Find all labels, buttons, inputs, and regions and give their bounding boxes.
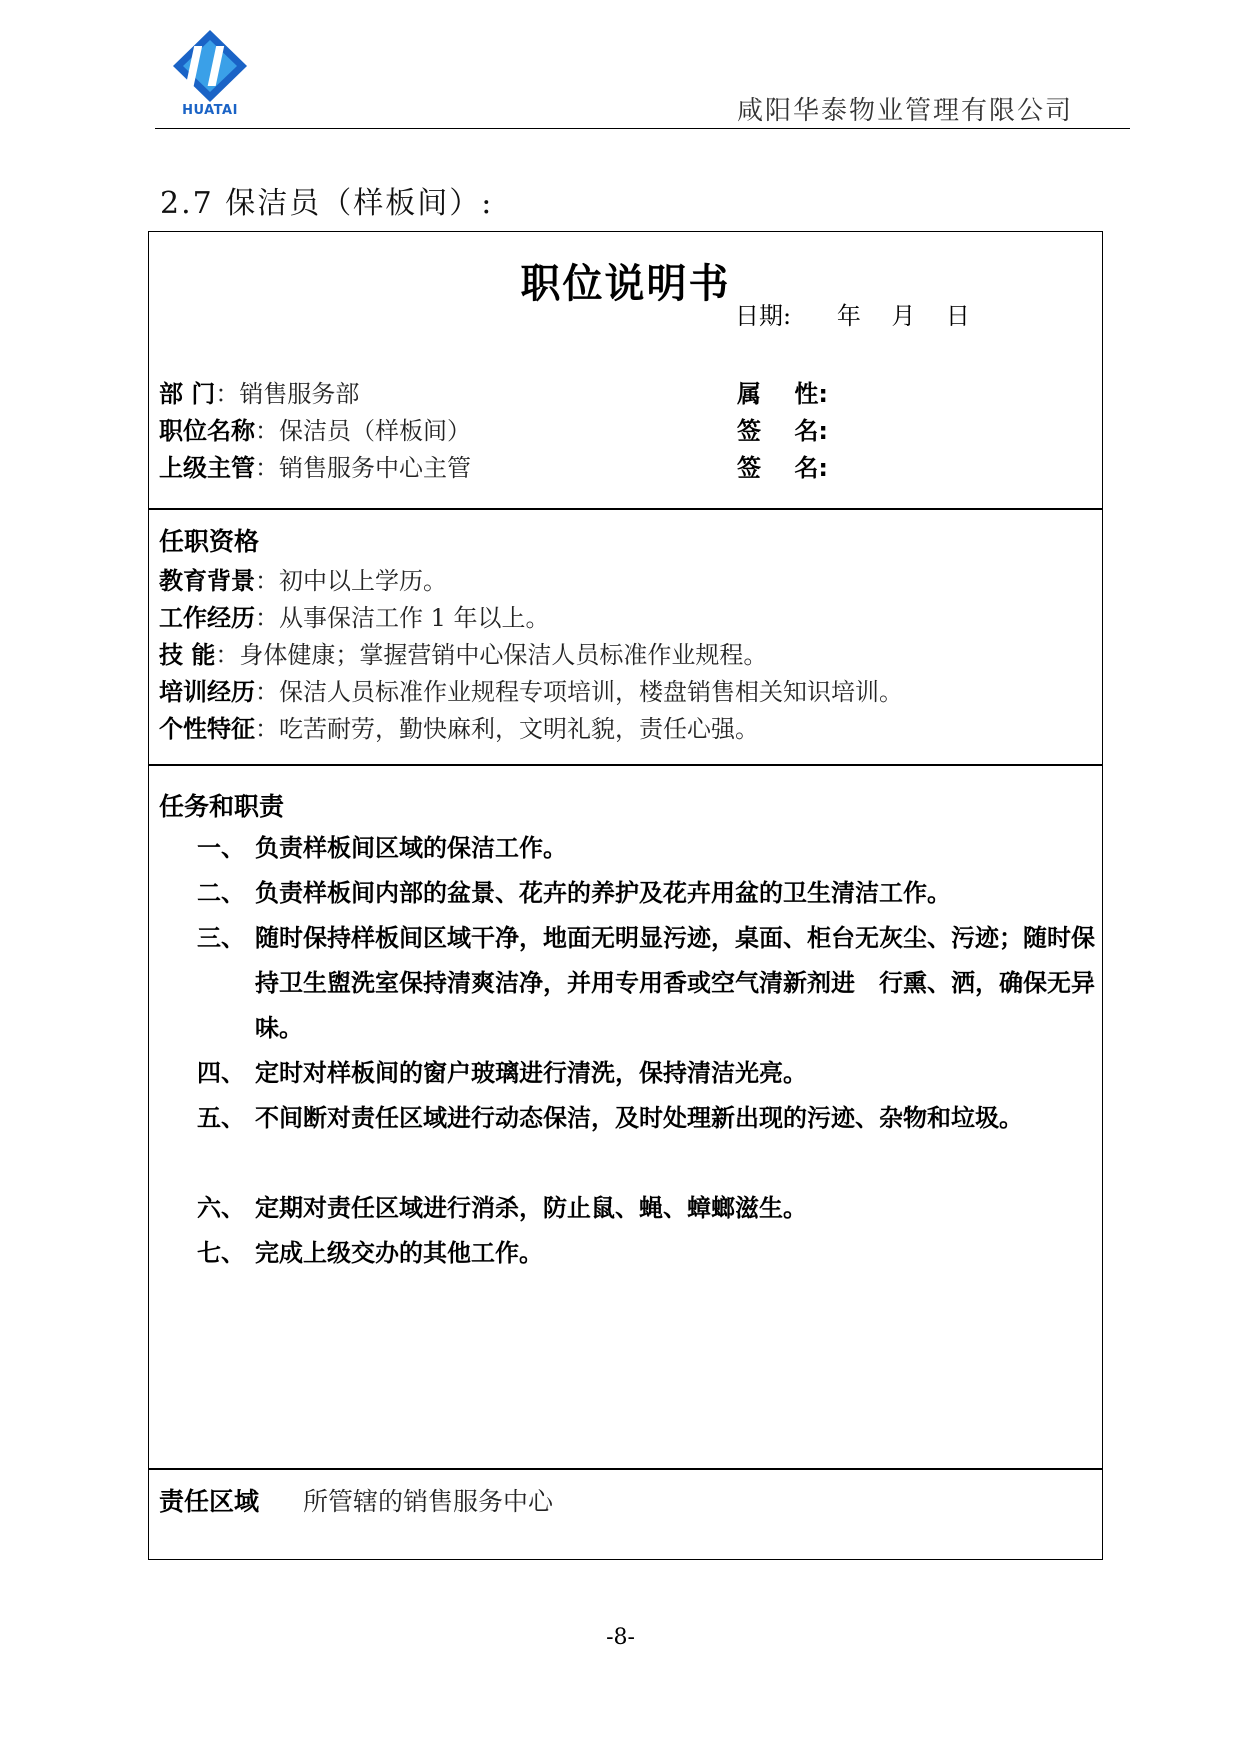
prop-signature-1: 签 名: bbox=[737, 417, 829, 445]
divider bbox=[149, 1468, 1102, 1470]
qualification-row bbox=[159, 709, 759, 744]
field-position bbox=[159, 411, 471, 446]
logo-text: HUATAI bbox=[182, 103, 238, 118]
task-text: 定时对样板间的窗户玻璃进行清洗，保持清洁光亮。 bbox=[255, 1059, 807, 1087]
section-heading: 2.7 保洁员（样板间）: bbox=[160, 186, 494, 221]
qualification-row bbox=[159, 635, 767, 670]
divider bbox=[149, 764, 1102, 766]
task-item bbox=[197, 1231, 1097, 1276]
task-text: 完成上级交办的其他工作。 bbox=[255, 1239, 543, 1267]
qualification-row bbox=[159, 672, 903, 707]
field-supervisor bbox=[159, 448, 471, 483]
qualification-value: ：保洁人员标准作业规程专项培训，楼盘销售相关知识培训。 bbox=[255, 678, 903, 706]
field-value: ：销售服务部 bbox=[215, 380, 360, 408]
prop-attribute: 属 性: bbox=[737, 380, 829, 408]
responsibility-area bbox=[159, 1482, 553, 1518]
task-number: 四、 bbox=[197, 1059, 245, 1087]
task-text: 随时保持样板间区域干净，地面无明显污迹，桌面、柜台无灰尘、污迹；随时保持卫生盥洗室保持清爽洁净，并用专用香或空气清新剂进 行熏、洒，确保无异味。 bbox=[255, 924, 1095, 1042]
field-label: 职位名称 bbox=[159, 417, 255, 445]
page-number: -8- bbox=[606, 1625, 635, 1650]
task-number: 三、 bbox=[197, 924, 245, 952]
company-logo bbox=[165, 28, 255, 120]
qualification-value: ：从事保洁工作 1 年以上。 bbox=[255, 604, 550, 632]
task-item bbox=[197, 871, 1097, 916]
date-line: 日期: 年 月 日 bbox=[735, 302, 970, 330]
task-text: 不间断对责任区域进行动态保洁，及时处理新出现的污迹、杂物和垃圾。 bbox=[255, 1104, 1023, 1132]
task-number: 七、 bbox=[197, 1239, 245, 1267]
qualifications-title: 任职资格 bbox=[159, 527, 260, 556]
qualification-row bbox=[159, 561, 447, 596]
area-value: 所管辖的销售服务中心 bbox=[303, 1487, 554, 1516]
field-value: ：销售服务中心主管 bbox=[255, 454, 471, 482]
task-number: 五、 bbox=[197, 1104, 245, 1132]
field-department bbox=[159, 374, 359, 409]
qualification-value: ：初中以上学历。 bbox=[255, 567, 447, 595]
field-label: 上级主管 bbox=[159, 454, 255, 482]
qualification-label: 个性特征 bbox=[159, 715, 255, 743]
task-item bbox=[197, 826, 1097, 871]
prop-signature-2: 签 名: bbox=[737, 454, 829, 482]
field-label: 部 门 bbox=[159, 380, 216, 408]
qualification-value: ：吃苦耐劳，勤快麻利，文明礼貌，责任心强。 bbox=[255, 715, 759, 743]
header-divider bbox=[155, 128, 1130, 129]
qualification-value: ：身体健康；掌握营销中心保洁人员标准作业规程。 bbox=[215, 641, 768, 669]
job-description-card bbox=[148, 231, 1103, 1560]
task-text: 负责样板间区域的保洁工作。 bbox=[255, 834, 567, 862]
task-item bbox=[197, 1096, 1097, 1141]
divider bbox=[149, 508, 1102, 510]
doc-title: 职位说明书 bbox=[520, 261, 731, 307]
task-text: 负责样板间内部的盆景、花卉的养护及花卉用盆的卫生清洁工作。 bbox=[255, 879, 951, 907]
task-item bbox=[197, 1051, 1097, 1096]
task-item bbox=[197, 1186, 1097, 1231]
area-label: 责任区域 bbox=[159, 1487, 260, 1516]
qualification-label: 工作经历 bbox=[159, 604, 255, 632]
task-number: 六、 bbox=[197, 1194, 245, 1222]
field-value: ：保洁员（样板间） bbox=[255, 417, 471, 445]
task-text: 定期对责任区域进行消杀，防止鼠、蝇、蟑螂滋生。 bbox=[255, 1194, 807, 1222]
qualification-label: 技 能 bbox=[159, 641, 216, 669]
task-number: 二、 bbox=[197, 879, 245, 907]
task-number: 一、 bbox=[197, 834, 245, 862]
company-name: 咸阳华泰物业管理有限公司 bbox=[736, 96, 1073, 126]
tasks-title: 任务和职责 bbox=[159, 792, 285, 821]
task-item bbox=[197, 916, 1097, 1051]
qualification-label: 培训经历 bbox=[159, 678, 255, 706]
qualification-row bbox=[159, 598, 550, 633]
qualification-label: 教育背景 bbox=[159, 567, 255, 595]
